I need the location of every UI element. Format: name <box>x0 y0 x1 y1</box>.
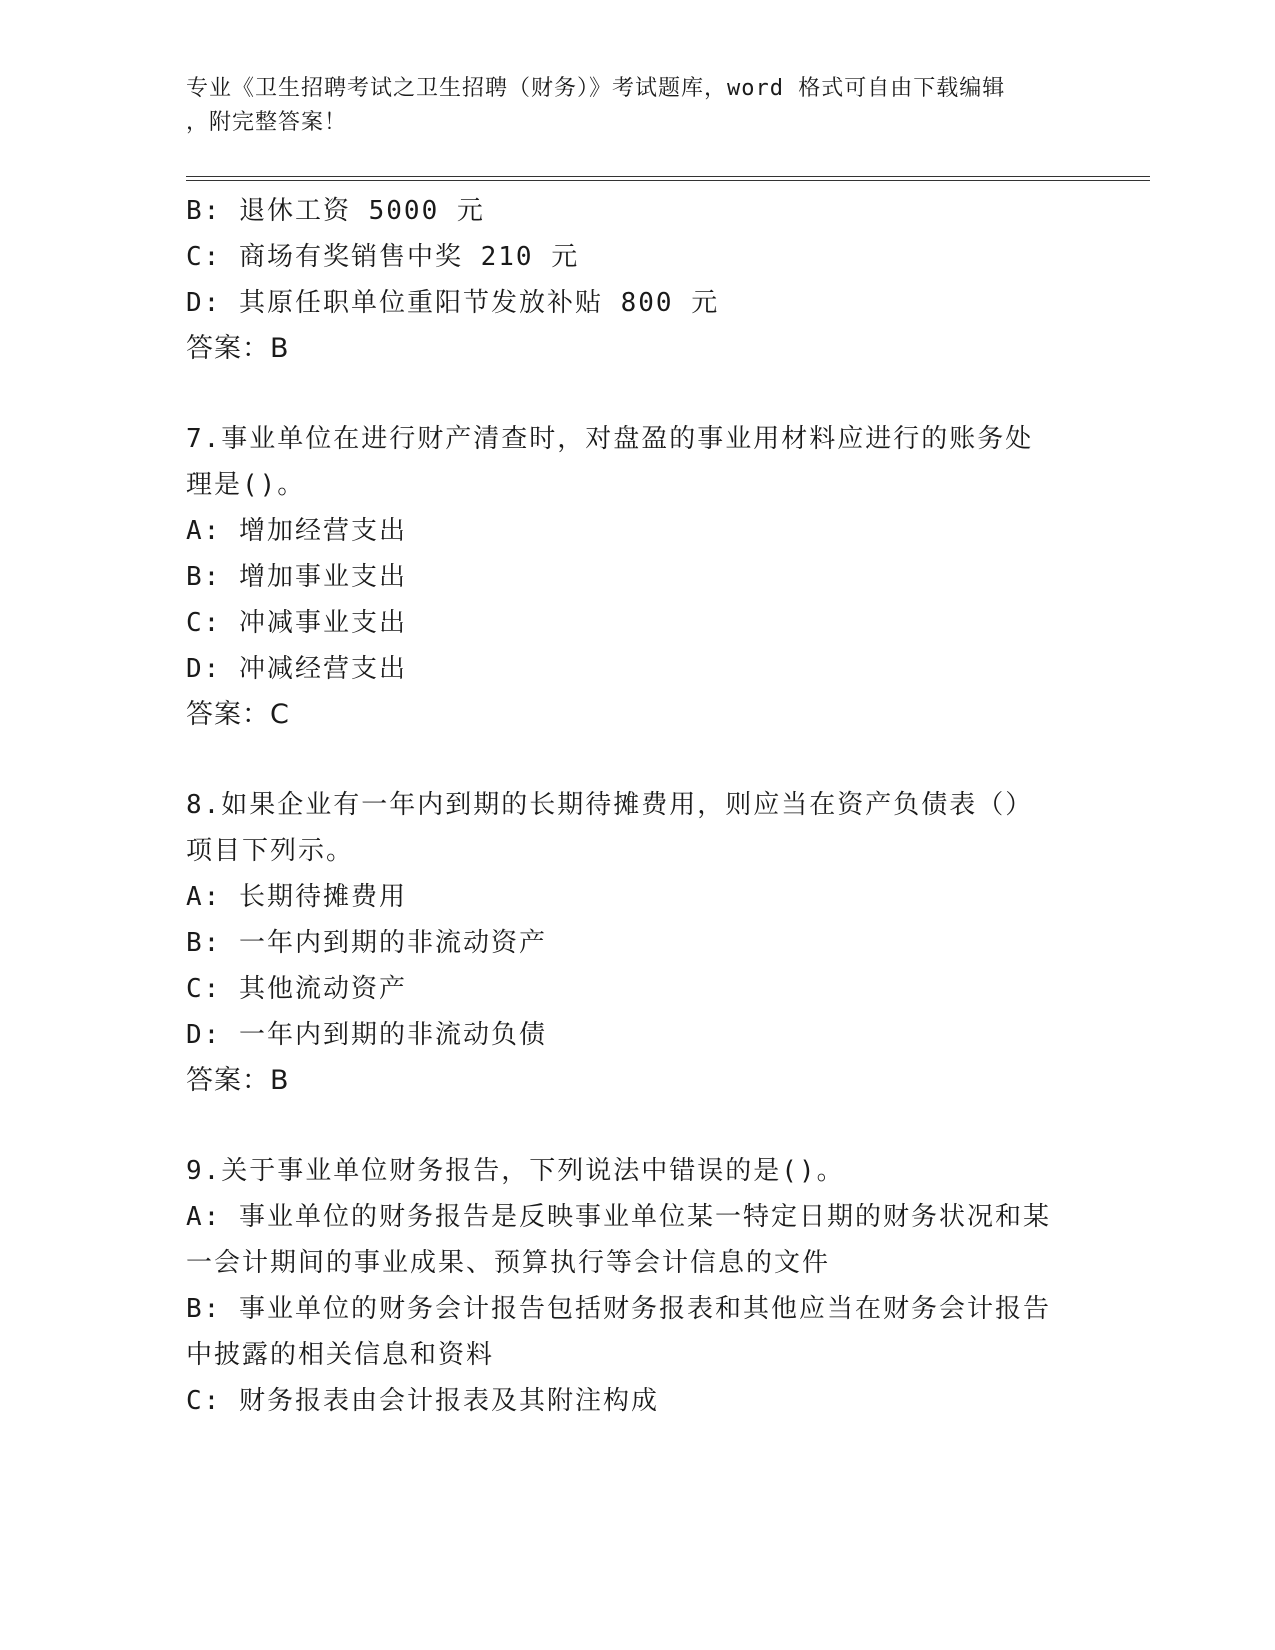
answer-line: 答案：B <box>186 1065 290 1096</box>
option-c: C: 冲减事业支出 <box>186 608 407 638</box>
answer-line: 答案：B <box>186 333 290 364</box>
option-b: B: 退休工资 5000 元 <box>186 196 485 226</box>
option-b: B: 一年内到期的非流动资产 <box>186 928 547 958</box>
page-header <box>186 72 1066 140</box>
option-a: A: 长期待摊费用 <box>186 882 407 912</box>
option-c: C: 财务报表由会计报表及其附注构成 <box>186 1386 659 1416</box>
option-c: C: 其他流动资产 <box>186 974 407 1004</box>
option-d: D: 其原任职单位重阳节发放补贴 800 元 <box>186 288 720 318</box>
option-d: D: 冲减经营支出 <box>186 654 407 684</box>
question-stem-continued: 理是()。 <box>186 470 306 500</box>
option-a: A: 增加经营支出 <box>186 516 407 546</box>
answer-line: 答案：C <box>186 699 290 730</box>
question-block-8 <box>186 782 1086 1104</box>
option-a-continued: 一会计期间的事业成果、预算执行等会计信息的文件 <box>186 1248 831 1278</box>
option-d: D: 一年内到期的非流动负债 <box>186 1020 547 1050</box>
question-list <box>186 188 1086 1424</box>
option-a: A: 事业单位的财务报告是反映事业单位某一特定日期的财务状况和某 <box>186 1202 1051 1232</box>
header-line-2: ，附完整答案！ <box>186 110 348 135</box>
question-stem: 8.如果企业有一年内到期的长期待摊费用，则应当在资产负债表（） <box>186 790 1034 820</box>
question-stem: 9.关于事业单位财务报告，下列说法中错误的是()。 <box>186 1156 845 1186</box>
question-block-7 <box>186 416 1086 738</box>
option-c: C: 商场有奖销售中奖 210 元 <box>186 242 580 272</box>
option-b: B: 增加事业支出 <box>186 562 407 592</box>
header-line-1: 专业《卫生招聘考试之卫生招聘（财务）》考试题库，word 格式可自由下载编辑 <box>186 76 1006 101</box>
question-stem: 7.事业单位在进行财产清查时，对盘盈的事业用材料应进行的账务处 <box>186 424 1034 454</box>
header-divider <box>186 176 1150 181</box>
question-block-6 <box>186 188 1086 372</box>
option-b-continued: 中披露的相关信息和资料 <box>186 1340 495 1370</box>
question-stem-continued: 项目下列示。 <box>186 836 355 866</box>
question-block-9 <box>186 1148 1086 1424</box>
option-b: B: 事业单位的财务会计报告包括财务报表和其他应当在财务会计报告 <box>186 1294 1051 1324</box>
